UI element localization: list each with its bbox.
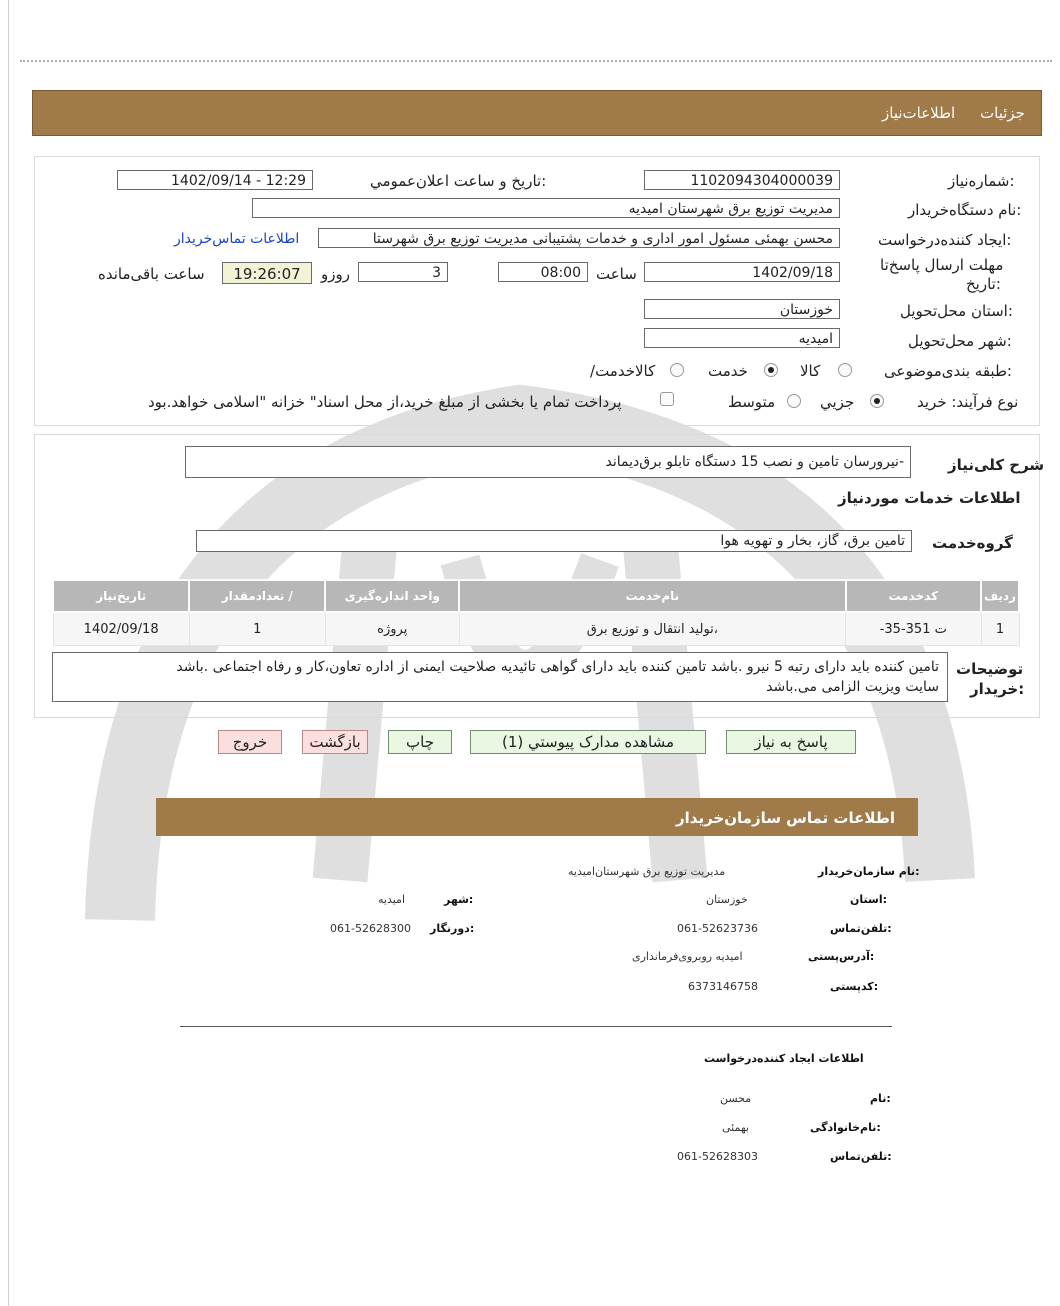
cell-service-code: ت 351-35- (846, 612, 982, 646)
contact-phone-value: 061-52623736 (677, 922, 758, 935)
col-quantity: / تعدادمقدار (189, 580, 325, 612)
need-description-field: -نیرورسان تامین و نصب 15 دستگاه تابلو برق‌دیماند (185, 446, 911, 478)
left-border (8, 0, 9, 1306)
contact-city-value: امیدیه (378, 893, 406, 906)
process-option-medium: متوسط (728, 393, 776, 411)
days-label: روزو (321, 265, 350, 283)
view-documents-button[interactable]: مشاهده مدارک پیوستي (1) (470, 730, 706, 754)
province-field: خوزستان (644, 299, 840, 319)
col-service-name: نام‌خدمت (459, 580, 845, 612)
buyer-org-field: مدیریت توزیع برق شهرستان امیدیه (252, 198, 840, 218)
buyer-notes-label-line2: خریدار: (970, 680, 1025, 698)
contact-address-label: آدرس‌پستی: (808, 950, 875, 963)
contact-city-label: شهر: (444, 893, 474, 906)
need-form-panel (34, 156, 1040, 426)
col-unit: واحد اندازه‌گیری (325, 580, 459, 612)
creator-name-value: محسن (720, 1092, 752, 1105)
cell-row-number: 1 (981, 612, 1019, 646)
back-button[interactable]: بازگشت (302, 730, 368, 754)
creator-family-value: بهمئی (722, 1121, 749, 1134)
category-option-goods-service: /کالاخدمت (590, 362, 656, 380)
creator-family-label: نام‌خانوادگی: (810, 1121, 881, 1134)
deadline-time-field: 08:00 (498, 262, 588, 282)
contact-address-value: امیدیه روبروی‌فرمانداری (632, 950, 743, 963)
category-option-service: خدمت (708, 362, 748, 380)
contact-fax-value: 061-52628300 (330, 922, 411, 935)
service-group-field: تامین برق، گاز، بخار و تهویه هوا (196, 530, 912, 552)
category-radio-goods[interactable] (838, 363, 852, 377)
days-field: 3 (358, 262, 448, 282)
creator-phone-value: 061-52628303 (677, 1150, 758, 1163)
exit-button[interactable]: خروج (218, 730, 282, 754)
reply-button[interactable]: پاسخ به نیاز (726, 730, 856, 754)
payment-note: پرداخت تمام یا بخشی از مبلغ خرید،از محل اسناد" خزانه "اسلامی خواهد.بود (148, 393, 622, 411)
services-section-title: اطلاعات خدمات موردنیاز (838, 489, 1021, 507)
deadline-label-line2: تاریخ: (966, 275, 1001, 293)
category-radio-service[interactable] (764, 363, 778, 377)
contact-org-value: مدیریت توزیع برق شهرستان‌امیدیه (568, 865, 726, 878)
col-service-code: کدخدمت (846, 580, 982, 612)
creator-name-label: نام: (870, 1092, 891, 1105)
process-option-minor: جزيي (820, 393, 855, 411)
buyer-notes-line1: تامین کننده باید دارای رتبه 5 نیرو .باشد تامین کننده باید دارای گواهی تائیدیه صلاحیت ایمنی از اداره تعاون،کار و رفاه اجتماعی .باشد (176, 659, 939, 675)
table-row (53, 612, 1019, 646)
print-button[interactable]: چاپ (388, 730, 452, 754)
creator-field: محسن بهمئی مسئول امور اداری و خدمات پشتیبانی مدیریت توزیع برق شهرستا (318, 228, 840, 248)
remaining-time: 19:26:07 (222, 262, 312, 284)
process-radio-minor[interactable] (870, 394, 884, 408)
province-label: استان محل‌تحویل: (900, 302, 1013, 320)
city-field: امیدیه (644, 328, 840, 348)
contact-province-value: خوزستان (706, 893, 748, 906)
contact-postal-label: کدپستی: (830, 980, 879, 993)
contact-section-title: اطلاعات تماس سازمان‌خریدار (676, 809, 896, 827)
col-need-date: تاریخ‌نیاز (53, 580, 189, 612)
service-group-label: گروه‌خدمت (932, 534, 1013, 552)
city-label: شهر محل‌تحویل: (908, 332, 1012, 350)
category-radio-goods-service[interactable] (670, 363, 684, 377)
col-row-number: ردیف (981, 580, 1019, 612)
category-label: طبقه بندی‌موضوعی: (884, 362, 1012, 380)
hour-label: ساعت (596, 265, 637, 283)
deadline-label-line1: مهلت ارسال پاسخ‌تا (880, 256, 1004, 274)
deadline-date-field: 1402/09/18 (644, 262, 840, 282)
announce-label: تاریخ و ساعت اعلان‌عمومي: (370, 172, 547, 190)
creator-label: ایجاد کننده‌درخواست: (878, 231, 1012, 249)
contact-org-label: نام سازمان‌خریدار: (818, 865, 920, 878)
buyer-notes-box (52, 652, 948, 702)
services-table-wrap (52, 579, 1020, 646)
category-option-goods: کالا (800, 362, 821, 380)
need-description-label: شرح کلی‌نیاز (948, 456, 1045, 474)
remaining-label: ساعت باقی‌مانده (98, 265, 205, 283)
process-radio-medium[interactable] (787, 394, 801, 408)
buyer-notes-label-line1: توضیحات (956, 660, 1024, 678)
contact-postal-value: 6373146758 (688, 980, 758, 993)
buyer-contact-link[interactable]: اطلاعات تماس‌خریدار (174, 231, 300, 247)
section-divider (180, 1026, 892, 1027)
creator-phone-label: تلفن‌تماس: (830, 1150, 892, 1163)
contact-province-label: استان: (850, 893, 888, 906)
payment-checkbox[interactable] (660, 392, 674, 406)
table-header-row (53, 580, 1019, 612)
cell-service-name: ،تولید انتقال و توزیع برق (459, 612, 845, 646)
need-number-label: شماره‌نیاز: (948, 172, 1015, 190)
process-label: نوع فرآیند: خرید (917, 393, 1019, 411)
need-number-field: 1102094304000039 (644, 170, 840, 190)
buyer-org-label: نام دستگاه‌خريدار: (908, 201, 1022, 219)
cell-quantity: 1 (189, 612, 325, 646)
contact-fax-label: دورنگار: (430, 922, 475, 935)
announce-field: 1402/09/14 - 12:29 (117, 170, 313, 190)
tab-details[interactable]: جزئیات (980, 104, 1025, 122)
tab-need-info[interactable]: اطلاعات‌نیاز (882, 104, 956, 122)
top-divider (20, 60, 1052, 62)
buyer-notes-line2: سایت ویزیت الزامی می.باشد (766, 679, 939, 695)
creator-info-title: اطلاعات ایجاد کننده‌درخواست (704, 1052, 864, 1065)
cell-need-date: 1402/09/18 (53, 612, 189, 646)
contact-phone-label: تلفن‌تماس: (830, 922, 892, 935)
services-table (52, 579, 1020, 646)
cell-unit: پروژه (325, 612, 459, 646)
